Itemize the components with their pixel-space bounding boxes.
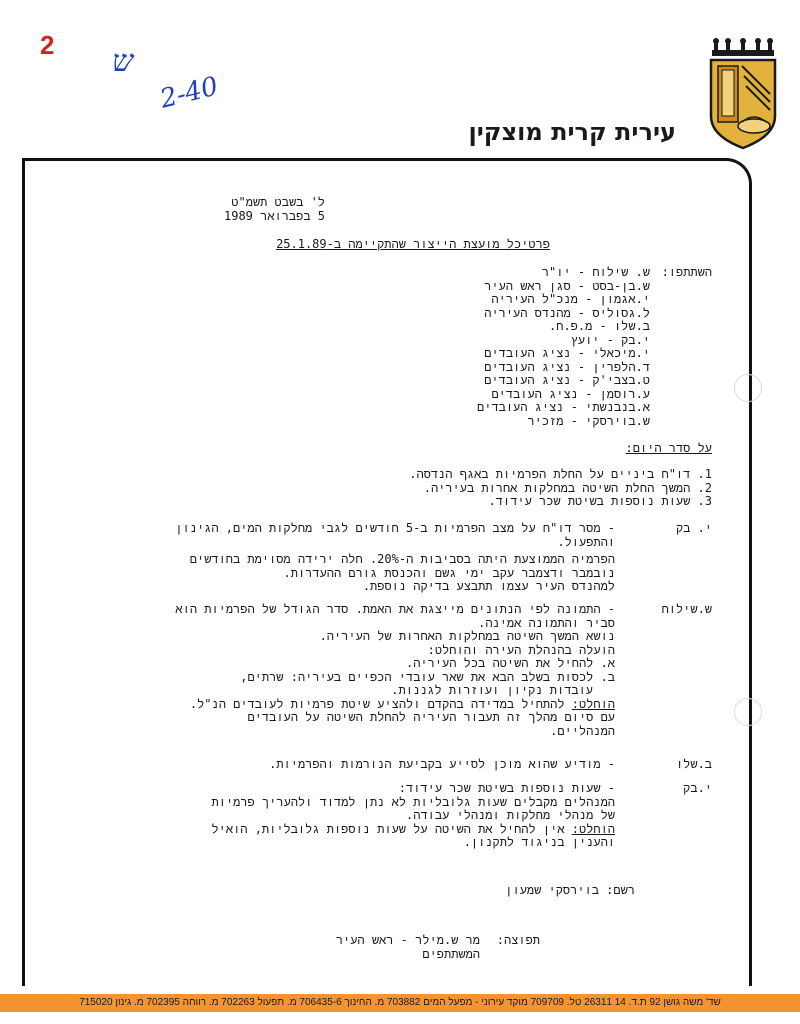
punch-hole-top — [734, 374, 762, 402]
participant: י.בק - יועץ — [570, 332, 650, 347]
document-heading: פרטיכל מועצת הייצור שהתקיימה ב-25.1.89 — [276, 237, 550, 251]
statement-line: - התמונה לפי הנתונים מייצגת את האמת. סדר הגודל של הפרמיות הוא — [175, 602, 615, 616]
footer-bar: שד' משה גושן 92 ת.ד. 14 26311 טל. 709709 מוקד עירוני - מפעל המים 703882 מ. החינוך 706435-6 מ. תפעול 702263 מ. רווחה 702395 מ. גינון 715020 — [0, 994, 800, 1012]
handwritten-ref: 2-40 — [157, 71, 222, 115]
agenda-title: על סדר היום: — [625, 441, 712, 455]
speaker-name: ב.שלו — [675, 757, 712, 771]
statement-line: והתפעול. — [557, 534, 615, 549]
participant: ט.בצבי'ק - נציג העובדים — [484, 373, 650, 387]
date-hebrew: ל' בשבט תשמ"ט — [231, 195, 325, 209]
statement-line: עובדות נקיון ועוזרות לגננות. — [391, 683, 593, 697]
statement-line: למהנדס העיר עצמו תתבצע בדיקה נוספת. — [362, 579, 615, 593]
statement-line: - שעות נוספות בשיטת שכר עידוד: — [398, 781, 615, 795]
agenda-item: 2. המשך החלת השיטה במחלקות אחרות בעיריה. — [423, 480, 712, 495]
speaker-statement — [211, 782, 615, 850]
statement-line: הפרמיה הממוצעת היתה בסביבות ה-20%. חלה ירידה מסוימת בחודשים — [189, 552, 615, 566]
participant: ד.הלפרין - נציג העובדים — [484, 359, 650, 374]
participant: י.מיכאלי - נציג העובדים — [484, 346, 650, 360]
participants-label: השתתפו: — [661, 265, 712, 279]
participants-list — [350, 266, 650, 428]
statement-line: סביר והתמונה אמינה. — [478, 615, 615, 630]
participant: ל.גסוליס - מהנדס העיריה — [484, 305, 650, 320]
statement-line: המנהלים מקבלים שעות גלובליות לא נתן למדוד ולהעריך פרמיות — [211, 794, 615, 809]
participant: ב.שלו - מ.פ.ח. — [549, 319, 650, 333]
speaker-name: י.בק — [683, 781, 712, 795]
distribution-label: תפוצה: — [496, 933, 540, 947]
participant: ע.רוסמן - נציג העובדים — [491, 386, 650, 401]
distribution-list — [336, 934, 480, 961]
statement-line: - מודיע שהוא מוכן לסייע בקביעת הנורמות והפרמיות. — [269, 757, 615, 771]
distribution-item: המשתתפים — [422, 946, 480, 961]
statement-line: והענין בניגוד לתקנון. — [463, 835, 615, 849]
participant: א.בנבנשתי - נציג העובדים — [477, 400, 650, 414]
statement-line: - מסר דו"ח על מצב הפרמיות ב-5 חודשים לגבי מחלקות המים, הגינון — [175, 521, 615, 535]
participant: ש.בן-בסט - סגן ראש העיר — [484, 278, 650, 293]
speaker-name: ש.שילוח — [661, 602, 712, 616]
statement-line: א. להחיל את השיטה בכל העיריה. — [406, 656, 615, 670]
decision-line: הוחלט: אין להחיל את השיטה על שעות נוספות גלובליות, הואיל — [211, 821, 615, 836]
decision-line: הוחלט: להתחיל במדידה בהקדם ולהציע שיטת פרמיות לעובדים הנ"ל. — [189, 696, 615, 711]
emblem-icon — [708, 36, 778, 152]
decision-keyword: הוחלט: — [571, 821, 615, 836]
participant: י.אגמון - מנכ"ל העיריה — [491, 292, 650, 306]
recorder: רשם: בוירסקי שמעון — [505, 883, 635, 897]
speaker-statement — [269, 758, 615, 772]
participant: ש. שילוח - יו"ר — [541, 265, 650, 279]
statement-line: נושא המשך השיטה במחלקות האחרות של העיריה. — [319, 629, 615, 643]
agenda-item: 1. דו"ח ביניים על החלת הפרמיות באגף הנדסה. — [409, 467, 712, 481]
statement-line: ב. לכסות בשלב הבא את שאר עובדי הכפיים בעיריה: שרתים, — [240, 669, 615, 684]
speaker-name: י. בק — [675, 521, 712, 535]
city-emblem — [708, 36, 778, 152]
punch-hole-bottom — [734, 698, 762, 726]
distribution-item: מר ש.מילר - ראש העיר — [335, 933, 480, 947]
city-title: עירית קרית מוצקין — [468, 118, 676, 146]
speaker-statement — [175, 522, 615, 594]
date-gregorian: 5 בפברואר 1989 — [224, 209, 325, 223]
statement-line: של מנהלי מחלקות ומנהלי עבודה. — [406, 808, 615, 822]
agenda-item: 3. שעות נוספות בשיטת שכר עידוד. — [488, 494, 712, 508]
statement-line: נובמבר ודצמבר עקב ימי גשם והכנסת גורם ההעדרות. — [283, 565, 615, 580]
statement-line: עם סיום מהלך זה תעבור העיריה להחלת השיטה על העובדים — [247, 710, 615, 724]
decision-keyword: הוחלט: — [571, 696, 615, 711]
handwritten-mark: ש — [112, 44, 134, 79]
statement-line: הועלה בהנהלת העירה והוחלט: — [427, 642, 615, 657]
speaker-statement — [175, 603, 615, 738]
participant: ש.בוירסקי - מזכיר — [527, 413, 650, 428]
page-number: 2 — [40, 30, 55, 60]
agenda-list — [409, 468, 712, 509]
statement-line: המנהליים. — [550, 723, 615, 738]
